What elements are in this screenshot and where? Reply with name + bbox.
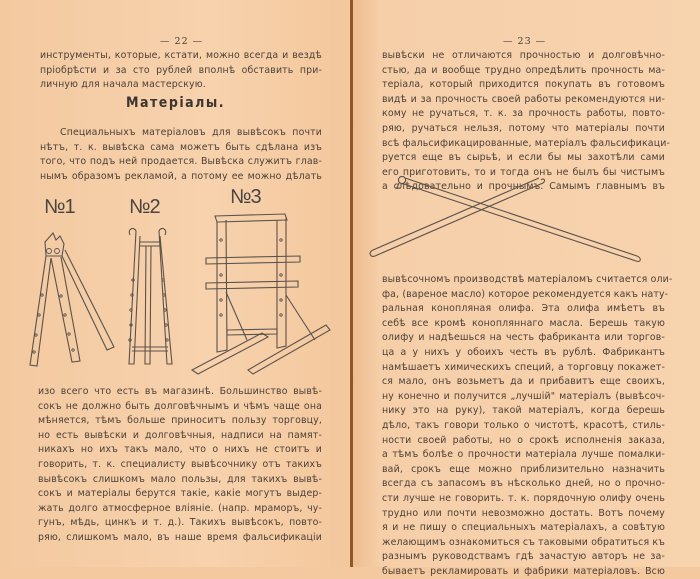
text-line: изо всего что есть въ магазинѣ. Большинство вывѣ- xyxy=(38,386,322,397)
left-page xyxy=(0,0,351,567)
page-number: — 23 — xyxy=(503,36,547,47)
text-line: желающимъ ознакомиться съ таковыми обратиться къ xyxy=(382,536,665,548)
text-line: кому не ручаться, т. к. за прочность работы, повто- xyxy=(382,108,665,120)
easel-3 xyxy=(192,214,330,374)
text-line: личную для начала мастерскую. xyxy=(40,79,206,91)
text-line: ряю, ручаться нельзя, потому что матеріалы почти xyxy=(382,122,665,134)
figure-label-2: №2 xyxy=(129,196,160,218)
text-line: ральная конопляная олифа. Эта олифа имѣетъ въ xyxy=(382,303,665,315)
text-line: олифу и надѣешься на честь фабриканта или торгов- xyxy=(382,332,665,344)
bottom-paragraph xyxy=(382,273,673,579)
section-heading: Матеріалы. xyxy=(125,95,226,111)
text-line: но есть вывѣски и долговѣчныя, надписи на памят- xyxy=(38,429,322,441)
text-line: вывѣсочномъ производствѣ матеріаломъ считается оли- xyxy=(382,274,673,285)
figure-label-3: №3 xyxy=(230,186,261,208)
text-line: теріала, который приходится покупать въ готовомъ xyxy=(382,79,665,91)
text-line: всегда съ запасомъ въ нѣсколько дней, но о прочно- xyxy=(382,478,665,490)
text-line: нымъ образомъ рекламой, а потому ее можно дѣлать xyxy=(40,170,322,182)
text-line: мѣняется, тѣмъ больше приноситъ пользу торговцу, xyxy=(38,415,322,427)
text-line: ности своей работы, но о срокѣ исполненія заказа, xyxy=(382,434,665,446)
text-line: всѣ фальсификацированные, матеріалъ фальсификаци- xyxy=(382,137,671,149)
text-line: гунъ, мѣдь, цинкъ и т. д.). Такихъ вывѣсокъ, повто- xyxy=(38,517,322,529)
text-line: разнымъ руководствамъ гдѣ зачастую авторъ не за- xyxy=(382,551,665,563)
text-line: сти лучше не говорить. т. к. порядочную олифу очень xyxy=(382,492,665,504)
text-line: жать долго атмосферное вліяніе. (напр. мраморъ, чу- xyxy=(38,502,322,514)
text-line: руется еще въ сырьѣ, и если бы мы захотѣли сами xyxy=(382,152,665,164)
text-line: себѣ все кромѣ конопляннаго масла. Берешь такую xyxy=(382,317,665,329)
easel-1 xyxy=(30,233,114,366)
text-line: сокъ и матеріалы берутся такіе, какіе могутъ выдер- xyxy=(38,488,322,500)
text-line: инструменты, которые, кстати, можно всегда и вездѣ xyxy=(40,50,322,61)
body-paragraph xyxy=(38,385,322,546)
text-line: нѣтъ, т. к. вывѣска сама можетъ быть сдѣлана изъ xyxy=(40,141,322,153)
text-line: бываетъ рекламировать и фабрики матеріаловъ. Всю xyxy=(382,565,665,577)
maulstick-2 xyxy=(370,178,544,256)
text-line: сокъ не должно быть долговѣчнымъ и чѣмъ чаще она xyxy=(38,400,322,412)
figure-label-1: №1 xyxy=(44,196,75,218)
text-line: говорить, т. к. специалисту вывѣсочнику отъ такихъ xyxy=(38,458,322,470)
text-line: Специальныхъ матеріаловъ для вывѣсокъ почти xyxy=(60,127,322,138)
text-line: ца а у нихъ у обоихъ честь въ рублѣ. Фабрикантъ xyxy=(382,346,665,358)
text-line: а тѣмъ болѣе о прочности матеріала лучше помалки- xyxy=(382,449,665,461)
text-line: трудно или почти невозможно достать. Вотъ почему xyxy=(382,507,665,519)
text-line: вывѣсокъ слишкомъ мало пользы, для такихъ вывѣ- xyxy=(38,473,322,485)
text-line: намѣшаетъ химическихъ специй, а торговцу покажет- xyxy=(382,361,665,373)
easel-2 xyxy=(129,228,172,364)
maulstick-1 xyxy=(395,176,640,261)
text-line: того, что подъ ней продается. Вывѣска служитъ глав- xyxy=(40,156,322,168)
right-page xyxy=(353,0,700,577)
text-line: ряю, слишкомъ мало, въ наше время фальсификаціи xyxy=(38,531,322,543)
text-line: его приготовить, то и тогда онъ не былъ бы чистымъ xyxy=(382,166,665,178)
text-line: ну конечно и получится „лучшій" матеріалъ (вывѣсоч- xyxy=(382,390,665,402)
text-line: вай, срокъ еще можно приблизительно назначить xyxy=(382,463,665,475)
text-line: дѣло, такъ говори только о чистотѣ, красотѣ, стиль- xyxy=(382,419,665,431)
text-line: я и не пишу о специальныхъ матеріалахъ, а совѣтую xyxy=(382,522,665,534)
text-line: нику это на руку), такой матеріалъ, когда берешь xyxy=(382,405,665,417)
text-line: пріобрѣсти и за сто рублей вполнѣ обставить при- xyxy=(40,64,322,76)
text-line: стью, да и вообще трудно опредѣлить прочность ма- xyxy=(382,64,665,76)
text-line: фа, (вареное масло) которое рекомендуется какъ нату- xyxy=(382,288,669,300)
text-line: ся мало, онъ возьметъ да и прибавитъ еще своихъ, xyxy=(382,376,665,388)
text-line: вывѣски не отличаются прочностью и долговѣчно- xyxy=(382,50,665,61)
text-line: видѣ и за прочность своей работы рекомендуются ни- xyxy=(382,93,665,105)
text-line: никахъ но ихъ такъ мало, что о нихъ не стоитъ и xyxy=(38,444,322,456)
page-number: — 22 — xyxy=(160,36,204,47)
text-line: а слѣдовательно и прочнымъ. Самымъ главнымъ въ xyxy=(382,181,665,193)
